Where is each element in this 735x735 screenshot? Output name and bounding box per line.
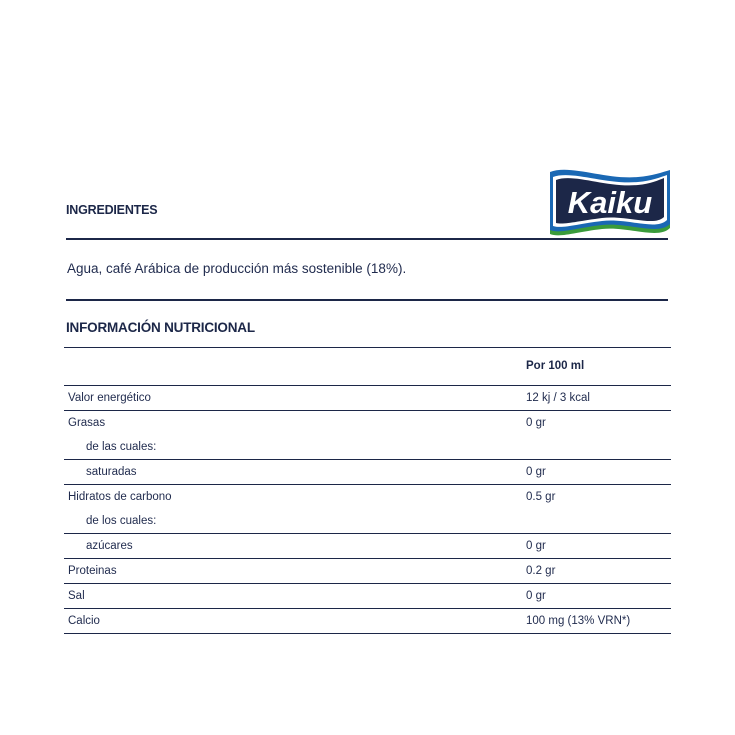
row-value xyxy=(522,435,671,460)
header-label-cell xyxy=(64,348,522,386)
row-value: 0.2 gr xyxy=(522,559,671,584)
ingredients-divider-top xyxy=(66,238,668,240)
table-row xyxy=(64,509,671,534)
column-header-per-100ml: Por 100 ml xyxy=(522,348,671,386)
nutrition-title: INFORMACIÓN NUTRICIONAL xyxy=(66,320,255,335)
table-row xyxy=(64,609,671,634)
row-label: Calcio xyxy=(64,609,522,634)
row-label: Proteinas xyxy=(64,559,522,584)
ingredients-title: INGREDIENTES xyxy=(66,203,158,217)
row-label: saturadas xyxy=(64,460,522,485)
row-label: Grasas xyxy=(68,417,106,429)
row-label: Valor energético xyxy=(64,386,522,411)
table-row xyxy=(64,411,671,436)
table-row xyxy=(64,534,671,559)
row-value: 0 gr xyxy=(526,417,546,429)
row-label: de las cuales: xyxy=(64,435,522,460)
ingredients-divider-bottom xyxy=(66,299,668,301)
nutrition-table xyxy=(64,347,671,634)
row-label: azúcares xyxy=(64,534,522,559)
logo-text: Kaiku xyxy=(567,185,653,220)
row-value: 0 gr xyxy=(522,534,671,559)
row-label: Sal xyxy=(64,584,522,609)
kaiku-logo xyxy=(546,168,672,242)
row-value: 100 mg (13% VRN*) xyxy=(522,609,671,634)
row-value: 0.5 gr xyxy=(526,491,556,503)
row-label: de los cuales: xyxy=(64,509,522,534)
table-row xyxy=(64,559,671,584)
row-value: 0 gr xyxy=(522,584,671,609)
table-row xyxy=(64,485,671,510)
ingredients-text: Agua, café Arábica de producción más sostenible (18%). xyxy=(67,261,407,276)
table-row xyxy=(64,386,671,411)
table-row xyxy=(64,460,671,485)
row-value: 0 gr xyxy=(522,460,671,485)
table-row xyxy=(64,584,671,609)
row-label: Hidratos de carbono xyxy=(68,491,172,503)
table-row xyxy=(64,435,671,460)
row-value xyxy=(522,509,671,534)
nutrition-header-row xyxy=(64,348,671,386)
row-value: 12 kj / 3 kcal xyxy=(522,386,671,411)
